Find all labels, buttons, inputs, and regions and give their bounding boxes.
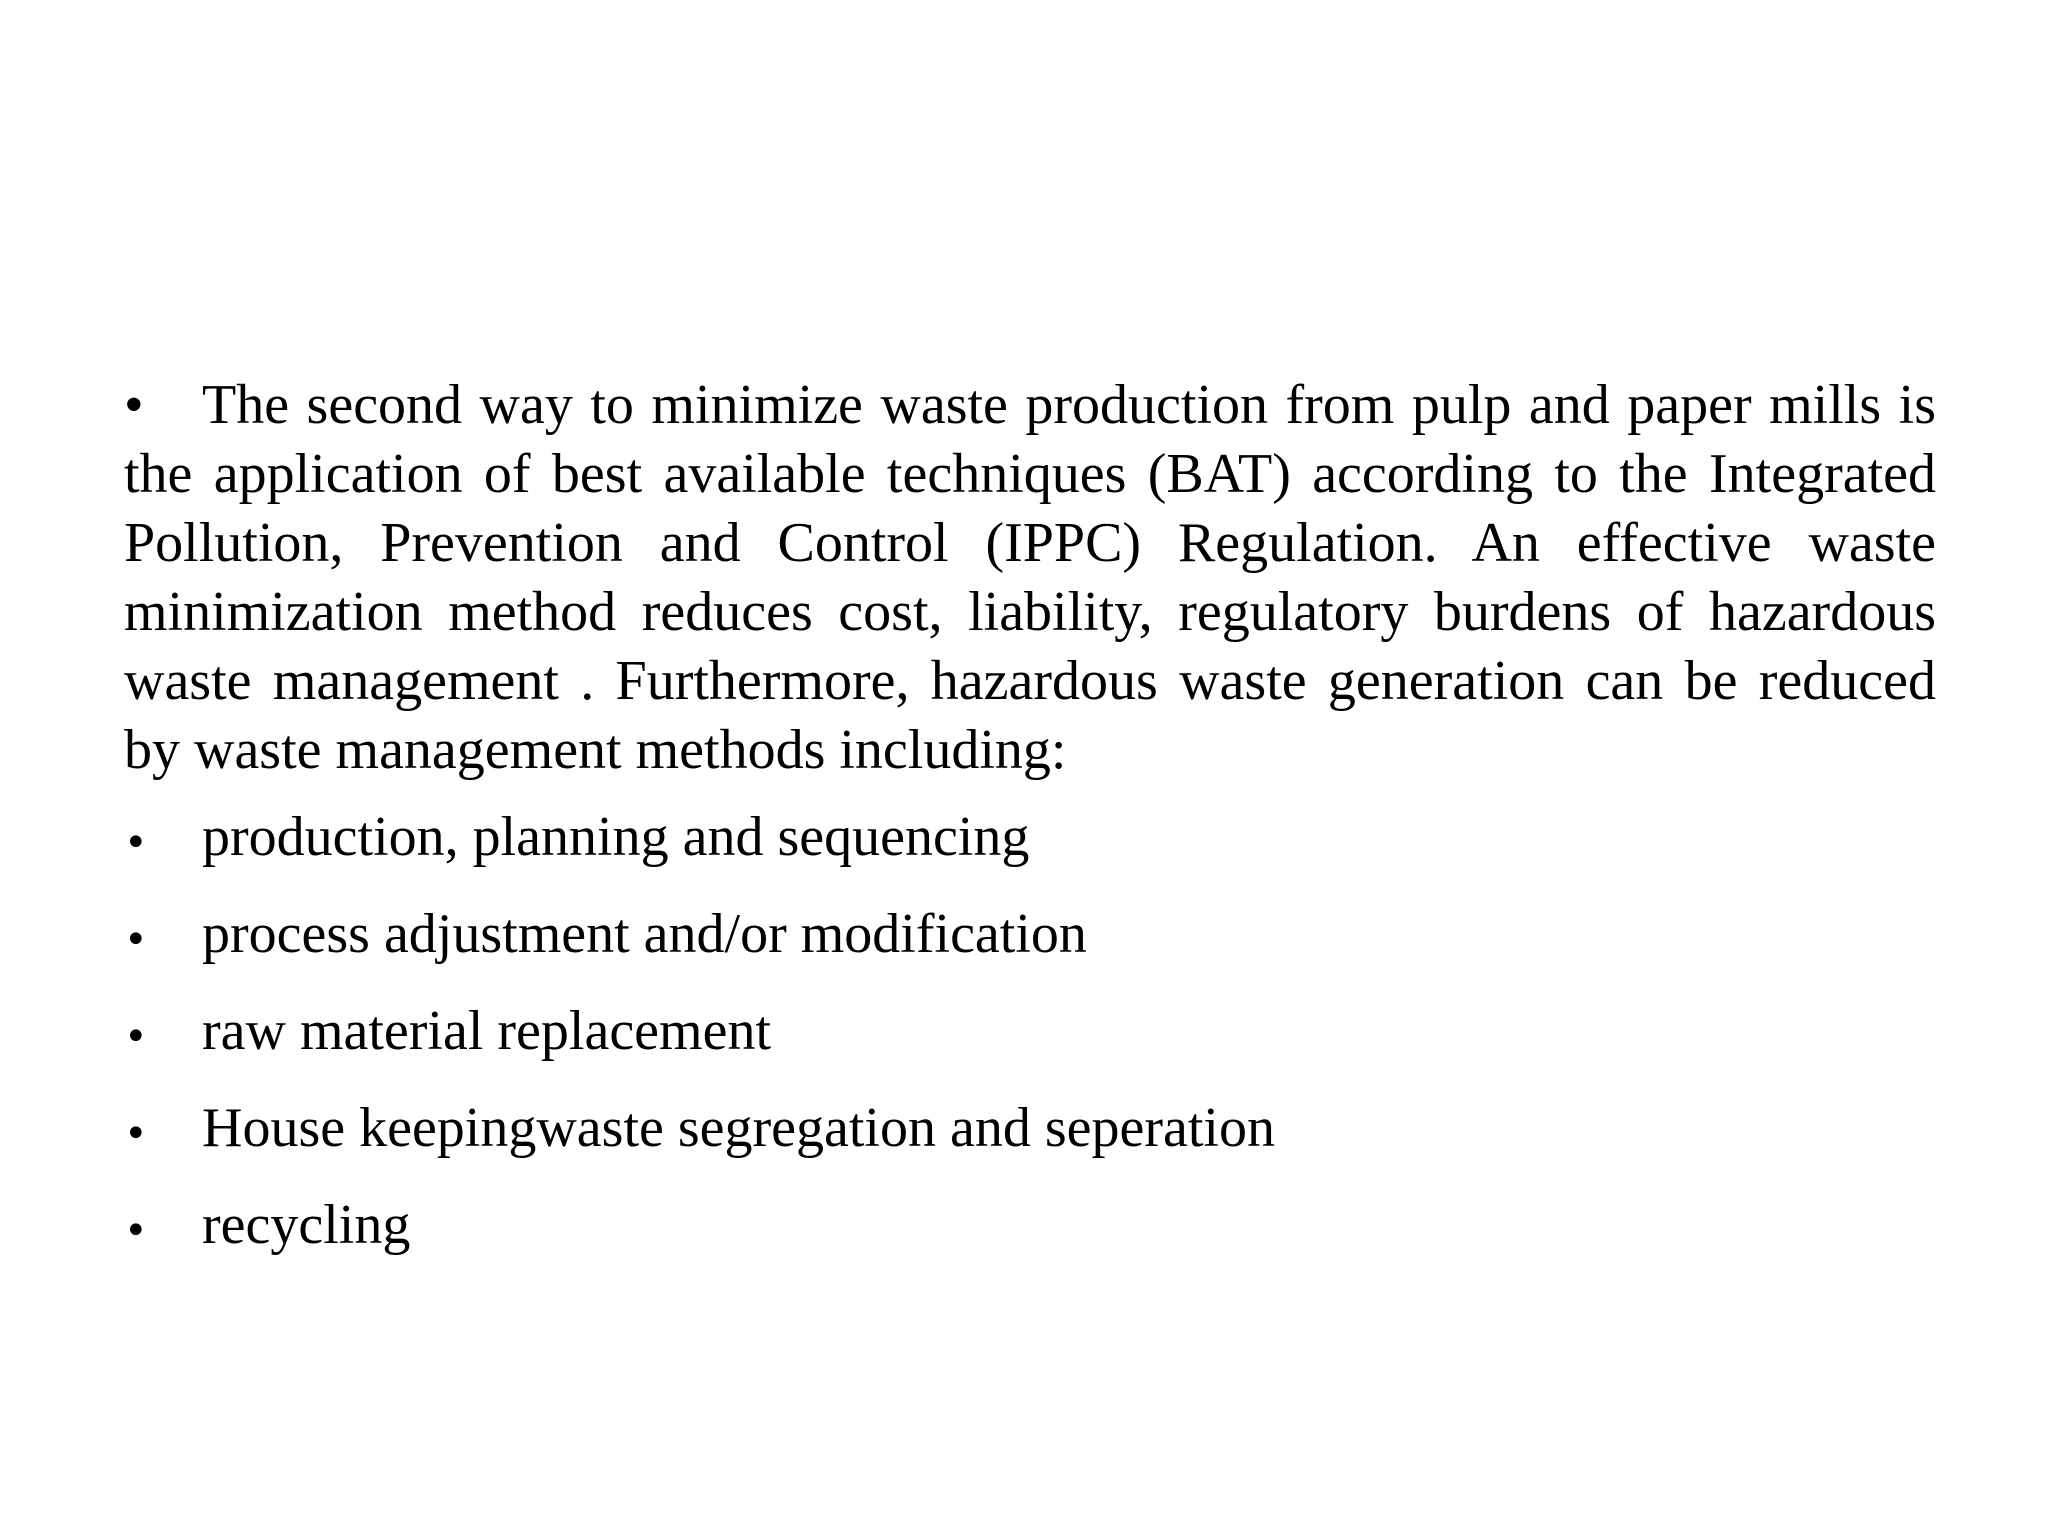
list-item-text: raw material replacement [202, 1000, 771, 1062]
list-item-text: production, planning and sequencing [202, 806, 1030, 868]
list-item [124, 1094, 1936, 1163]
intro-paragraph [124, 371, 1936, 785]
method-list [124, 803, 1936, 1260]
bullet-icon: • [124, 917, 148, 963]
list-item [124, 803, 1936, 872]
list-item-text: recycling [202, 1194, 411, 1256]
bullet-icon: • [124, 820, 148, 866]
list-item-text: House keepingwaste segregation and seperation [202, 1097, 1275, 1159]
intro-text: The second way to minimize waste production from pulp and paper mills is the application of best available techniques (BAT) according to the Integrated Pollution, Prevention and Control (IPPC) Regulation. An effective waste minimization method reduces cost, liability, regulatory burdens of hazardous waste management . Furthermore, hazardous waste generation can be reduced by waste management methods including: [124, 374, 1936, 781]
bullet-icon: • [124, 1014, 148, 1060]
bullet-icon: • [124, 374, 144, 436]
list-item [124, 900, 1936, 969]
bullet-icon: • [124, 1111, 148, 1157]
slide-content [124, 371, 1936, 1288]
list-item-text: process adjustment and/or modification [202, 903, 1087, 965]
list-item [124, 1191, 1936, 1260]
bullet-icon: • [124, 1208, 148, 1254]
list-item [124, 997, 1936, 1066]
